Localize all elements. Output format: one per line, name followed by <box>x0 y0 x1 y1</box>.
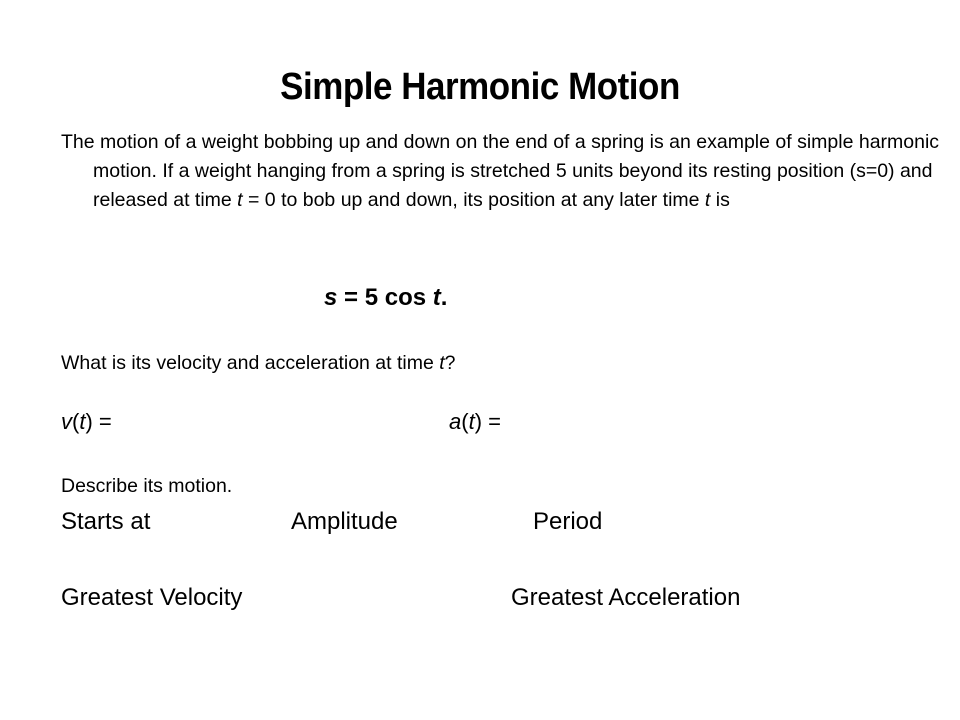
intro-text-3: is <box>710 189 730 211</box>
velocity-question <box>61 352 456 375</box>
equation-var-t: t <box>432 284 441 311</box>
acceleration-label <box>449 409 501 435</box>
amplitude-label: Amplitude <box>291 508 398 535</box>
equation-middle: = 5 cos <box>337 284 433 311</box>
intro-paragraph <box>61 128 943 215</box>
acceleration-open: ( <box>461 409 469 434</box>
velocity-var-v: v <box>61 409 72 434</box>
velocity-close: ) = <box>85 409 112 434</box>
describe-prompt: Describe its motion. <box>61 475 233 497</box>
period-label: Period <box>533 508 603 535</box>
starts-at-label: Starts at <box>61 508 151 535</box>
slide-title: Simple Harmonic Motion <box>280 66 680 108</box>
velocity-open: ( <box>72 409 80 434</box>
greatest-acceleration-label: Greatest Acceleration <box>511 584 741 611</box>
intro-var-t-2: t <box>704 189 711 211</box>
equation-end: . <box>440 284 448 311</box>
intro-var-t-1: t <box>237 189 243 211</box>
question-end: ? <box>444 352 456 374</box>
acceleration-var-a: a <box>449 409 462 434</box>
velocity-var-t: t <box>79 409 86 434</box>
intro-text-1: The motion of a weight bobbing up and down on the end of a spring is an example of simple harmonic motion. If a weight hanging from a spring is stretched 5 units beyond its resting position (s=0) and released at time <box>61 131 940 211</box>
acceleration-var-t: t <box>468 409 475 434</box>
acceleration-close: ) = <box>474 409 501 434</box>
velocity-label <box>61 409 112 435</box>
intro-text-2: = 0 to bob up and down, its position at any later time <box>242 189 705 211</box>
position-equation <box>324 284 447 312</box>
equation-var-s: s <box>324 284 338 311</box>
question-text: What is its velocity and acceleration at time <box>61 352 440 374</box>
greatest-velocity-label: Greatest Velocity <box>61 584 243 611</box>
question-var-t: t <box>439 352 445 374</box>
